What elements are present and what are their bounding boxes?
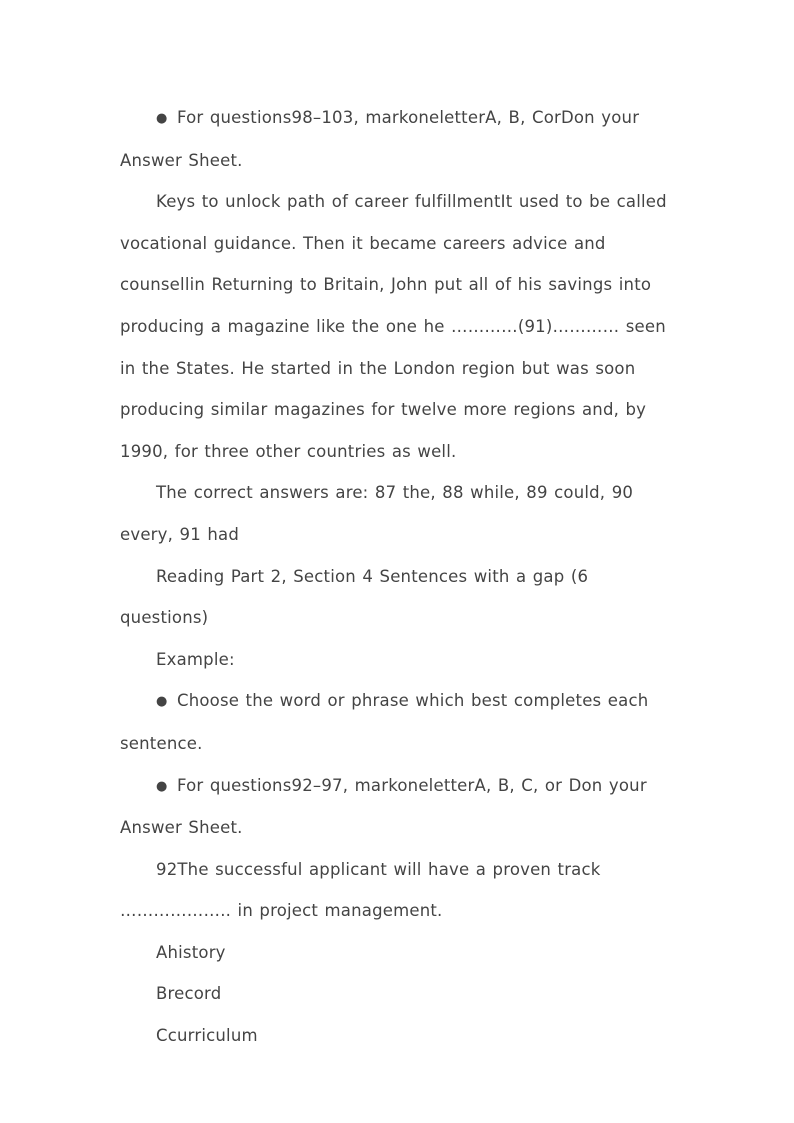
- paragraph-text: Choose the word or phrase which best completes each sentence.: [120, 691, 649, 753]
- paragraph: Example:: [156, 649, 235, 669]
- bullet-icon: ●: [156, 111, 168, 126]
- bullet-icon: ●: [156, 778, 168, 794]
- paragraph: Keys to unlock path of career fulfillmentIt used to be called vocational guidance. Then it became careers advice and counsellin Returning to Britain, John put all of his savings into producing a magazine like the one he …………(91)………… seen in the States. He started in the London region but was soon producing similar magazines for twelve more regions and, by 1990, for three other countries as well.: [120, 192, 667, 461]
- document-body: [120, 97, 680, 1057]
- bullet-paragraph: [120, 680, 680, 764]
- paragraph-text: For questions92–97, markoneletterA, B, C, or Don your Answer Sheet.: [120, 775, 647, 838]
- paragraph: 92The successful applicant will have a proven track ……………….. in project management.: [120, 859, 601, 921]
- paragraph-text: For questions98–103, markoneletterA, B, CorDon your Answer Sheet.: [120, 108, 640, 170]
- bullet-paragraph: [120, 765, 680, 849]
- paragraph: Brecord: [156, 984, 222, 1004]
- paragraph: The correct answers are: 87 the, 88 while, 89 could, 90 every, 91 had: [120, 483, 634, 544]
- paragraph: Ahistory: [156, 942, 226, 962]
- paragraph: Ccurriculum: [156, 1026, 258, 1046]
- paragraph: Reading Part 2, Section 4 Sentences with a gap (6 questions): [120, 566, 589, 628]
- bullet-icon: ●: [156, 694, 168, 710]
- bullet-paragraph: [120, 97, 680, 181]
